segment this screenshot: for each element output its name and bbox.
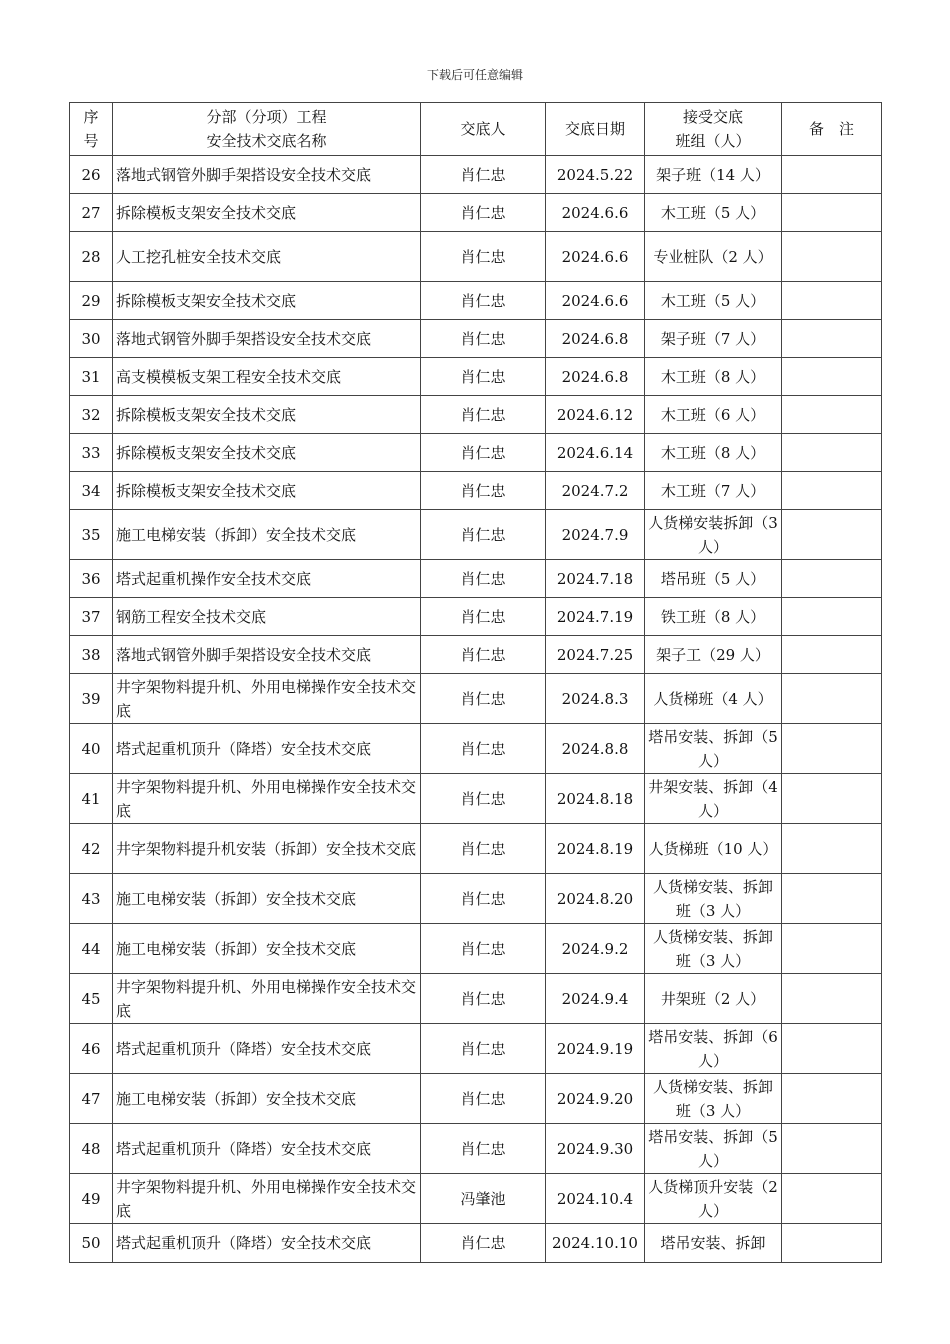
row-team: 人货梯安装、拆卸班（3 人） — [645, 1074, 782, 1124]
row-number: 35 — [70, 510, 113, 560]
row-team: 人货梯班（10 人） — [645, 824, 782, 874]
row-item-name: 高支模模板支架工程安全技术交底 — [113, 358, 421, 396]
row-number: 49 — [70, 1174, 113, 1224]
row-item-name: 井字架物料提升机、外用电梯操作安全技术交底 — [113, 974, 421, 1024]
row-briefer: 肖仁忠 — [421, 874, 546, 924]
row-number: 36 — [70, 560, 113, 598]
row-number: 48 — [70, 1124, 113, 1174]
row-number: 32 — [70, 396, 113, 434]
row-note — [782, 1074, 882, 1124]
row-number: 33 — [70, 434, 113, 472]
row-team: 铁工班（8 人） — [645, 598, 782, 636]
table-row — [70, 232, 882, 282]
row-date: 2024.6.12 — [546, 396, 645, 434]
row-briefer: 肖仁忠 — [421, 434, 546, 472]
row-note — [782, 434, 882, 472]
row-number: 30 — [70, 320, 113, 358]
table-row — [70, 774, 882, 824]
page-header-note: 下载后可任意编辑 — [426, 68, 523, 82]
row-team: 木工班（7 人） — [645, 472, 782, 510]
row-item-name: 拆除模板支架安全技术交底 — [113, 282, 421, 320]
row-briefer: 肖仁忠 — [421, 282, 546, 320]
header-name-line1: 分部（分项）工程 — [206, 108, 327, 126]
table-row — [70, 434, 882, 472]
row-note — [782, 194, 882, 232]
table-row — [70, 156, 882, 194]
row-note — [782, 874, 882, 924]
row-number: 42 — [70, 824, 113, 874]
row-briefer: 肖仁忠 — [421, 232, 546, 282]
row-item-name: 塔式起重机操作安全技术交底 — [113, 560, 421, 598]
row-date: 2024.9.19 — [546, 1024, 645, 1074]
row-note — [782, 1024, 882, 1074]
row-date: 2024.6.6 — [546, 194, 645, 232]
header-by: 交底人 — [421, 103, 546, 156]
table-row — [70, 1224, 882, 1263]
row-item-name: 施工电梯安装（拆卸）安全技术交底 — [113, 510, 421, 560]
row-number: 40 — [70, 724, 113, 774]
row-item-name: 施工电梯安装（拆卸）安全技术交底 — [113, 1074, 421, 1124]
row-item-name: 井字架物料提升机、外用电梯操作安全技术交底 — [113, 674, 421, 724]
row-date: 2024.6.8 — [546, 358, 645, 396]
table-row — [70, 724, 882, 774]
row-item-name: 施工电梯安装（拆卸）安全技术交底 — [113, 924, 421, 974]
row-item-name: 拆除模板支架安全技术交底 — [113, 472, 421, 510]
row-number: 43 — [70, 874, 113, 924]
row-item-name: 塔式起重机顶升（降塔）安全技术交底 — [113, 724, 421, 774]
row-note — [782, 282, 882, 320]
row-number: 38 — [70, 636, 113, 674]
table-row — [70, 924, 882, 974]
header-name-line2: 安全技术交底名称 — [206, 132, 327, 150]
row-number: 27 — [70, 194, 113, 232]
row-team: 木工班（5 人） — [645, 194, 782, 232]
row-team: 人货梯安装、拆卸班（3 人） — [645, 874, 782, 924]
row-number: 29 — [70, 282, 113, 320]
header-note: 备 注 — [782, 103, 882, 156]
row-note — [782, 156, 882, 194]
row-team: 专业桩队（2 人） — [645, 232, 782, 282]
row-note — [782, 674, 882, 724]
row-date: 2024.7.25 — [546, 636, 645, 674]
row-note — [782, 510, 882, 560]
row-number: 39 — [70, 674, 113, 724]
row-briefer: 肖仁忠 — [421, 824, 546, 874]
row-briefer: 肖仁忠 — [421, 320, 546, 358]
table-row — [70, 472, 882, 510]
table-row — [70, 194, 882, 232]
row-date: 2024.6.14 — [546, 434, 645, 472]
row-date: 2024.7.2 — [546, 472, 645, 510]
row-team: 木工班（8 人） — [645, 358, 782, 396]
row-date: 2024.8.3 — [546, 674, 645, 724]
table-row — [70, 824, 882, 874]
safety-briefing-table — [69, 102, 882, 1263]
row-date: 2024.10.10 — [546, 1224, 645, 1263]
row-note — [782, 358, 882, 396]
row-number: 34 — [70, 472, 113, 510]
table-row — [70, 320, 882, 358]
row-note — [782, 924, 882, 974]
table-row — [70, 598, 882, 636]
table-header-row — [70, 103, 882, 156]
row-item-name: 塔式起重机顶升（降塔）安全技术交底 — [113, 1124, 421, 1174]
row-briefer: 肖仁忠 — [421, 674, 546, 724]
table-row — [70, 874, 882, 924]
row-briefer: 肖仁忠 — [421, 396, 546, 434]
row-date: 2024.9.30 — [546, 1124, 645, 1174]
row-number: 50 — [70, 1224, 113, 1263]
row-item-name: 落地式钢管外脚手架搭设安全技术交底 — [113, 156, 421, 194]
row-note — [782, 1124, 882, 1174]
header-date: 交底日期 — [546, 103, 645, 156]
row-number: 37 — [70, 598, 113, 636]
row-briefer: 肖仁忠 — [421, 510, 546, 560]
row-number: 47 — [70, 1074, 113, 1124]
row-item-name: 施工电梯安装（拆卸）安全技术交底 — [113, 874, 421, 924]
row-team: 塔吊班（5 人） — [645, 560, 782, 598]
row-date: 2024.8.19 — [546, 824, 645, 874]
table-row — [70, 358, 882, 396]
row-date: 2024.7.9 — [546, 510, 645, 560]
row-team: 塔吊安装、拆卸（5 人） — [645, 724, 782, 774]
row-team: 木工班（6 人） — [645, 396, 782, 434]
row-team: 塔吊安装、拆卸（6 人） — [645, 1024, 782, 1074]
row-briefer: 肖仁忠 — [421, 974, 546, 1024]
row-note — [782, 396, 882, 434]
row-note — [782, 724, 882, 774]
row-item-name: 井字架物料提升机安装（拆卸）安全技术交底 — [113, 824, 421, 874]
row-briefer: 肖仁忠 — [421, 1224, 546, 1263]
row-item-name: 落地式钢管外脚手架搭设安全技术交底 — [113, 320, 421, 358]
row-briefer: 冯肇池 — [421, 1174, 546, 1224]
row-date: 2024.6.6 — [546, 232, 645, 282]
row-briefer: 肖仁忠 — [421, 1074, 546, 1124]
row-number: 45 — [70, 974, 113, 1024]
row-number: 44 — [70, 924, 113, 974]
row-date: 2024.8.18 — [546, 774, 645, 824]
table-row — [70, 1174, 882, 1224]
row-team: 架子班（14 人） — [645, 156, 782, 194]
row-briefer: 肖仁忠 — [421, 598, 546, 636]
row-date: 2024.9.2 — [546, 924, 645, 974]
row-note — [782, 232, 882, 282]
table-row — [70, 1074, 882, 1124]
row-note — [782, 974, 882, 1024]
row-team: 人货梯班（4 人） — [645, 674, 782, 724]
table-row — [70, 396, 882, 434]
table-row — [70, 1024, 882, 1074]
row-date: 2024.6.8 — [546, 320, 645, 358]
row-item-name: 塔式起重机顶升（降塔）安全技术交底 — [113, 1024, 421, 1074]
row-team: 架子工（29 人） — [645, 636, 782, 674]
header-no — [70, 103, 113, 156]
row-item-name: 井字架物料提升机、外用电梯操作安全技术交底 — [113, 1174, 421, 1224]
row-date: 2024.7.19 — [546, 598, 645, 636]
row-note — [782, 1224, 882, 1263]
row-team: 井架安装、拆卸（4 人） — [645, 774, 782, 824]
row-note — [782, 598, 882, 636]
row-team: 井架班（2 人） — [645, 974, 782, 1024]
row-briefer: 肖仁忠 — [421, 194, 546, 232]
row-date: 2024.5.22 — [546, 156, 645, 194]
row-item-name: 拆除模板支架安全技术交底 — [113, 396, 421, 434]
row-note — [782, 320, 882, 358]
row-number: 26 — [70, 156, 113, 194]
row-note — [782, 636, 882, 674]
row-team: 塔吊安装、拆卸 — [645, 1224, 782, 1263]
row-note — [782, 774, 882, 824]
row-team: 人货梯顶升安装（2 人） — [645, 1174, 782, 1224]
row-briefer: 肖仁忠 — [421, 924, 546, 974]
row-number: 46 — [70, 1024, 113, 1074]
row-team: 木工班（5 人） — [645, 282, 782, 320]
header-team — [645, 103, 782, 156]
row-note — [782, 472, 882, 510]
row-briefer: 肖仁忠 — [421, 358, 546, 396]
row-briefer: 肖仁忠 — [421, 636, 546, 674]
table-row — [70, 636, 882, 674]
row-item-name: 落地式钢管外脚手架搭设安全技术交底 — [113, 636, 421, 674]
row-date: 2024.6.6 — [546, 282, 645, 320]
table-row — [70, 1124, 882, 1174]
table-row — [70, 974, 882, 1024]
row-date: 2024.9.20 — [546, 1074, 645, 1124]
row-item-name: 拆除模板支架安全技术交底 — [113, 434, 421, 472]
row-date: 2024.8.8 — [546, 724, 645, 774]
row-briefer: 肖仁忠 — [421, 1124, 546, 1174]
row-date: 2024.7.18 — [546, 560, 645, 598]
table-row — [70, 674, 882, 724]
table-body — [70, 156, 882, 1263]
row-team: 人货梯安装、拆卸班（3 人） — [645, 924, 782, 974]
header-no-label: 序号 — [83, 108, 99, 150]
header-name — [113, 103, 421, 156]
row-note — [782, 824, 882, 874]
row-briefer: 肖仁忠 — [421, 560, 546, 598]
row-item-name: 拆除模板支架安全技术交底 — [113, 194, 421, 232]
row-item-name: 钢筋工程安全技术交底 — [113, 598, 421, 636]
row-briefer: 肖仁忠 — [421, 472, 546, 510]
table-row — [70, 282, 882, 320]
table-row — [70, 510, 882, 560]
row-team: 塔吊安装、拆卸（5 人） — [645, 1124, 782, 1174]
row-item-name: 人工挖孔桩安全技术交底 — [113, 232, 421, 282]
row-note — [782, 560, 882, 598]
row-number: 41 — [70, 774, 113, 824]
header-team-line1: 接受交底 — [682, 108, 743, 126]
row-date: 2024.8.20 — [546, 874, 645, 924]
table-row — [70, 560, 882, 598]
header-team-line2: 班组（人） — [675, 132, 751, 150]
row-item-name: 井字架物料提升机、外用电梯操作安全技术交底 — [113, 774, 421, 824]
row-number: 31 — [70, 358, 113, 396]
row-team: 木工班（8 人） — [645, 434, 782, 472]
row-note — [782, 1174, 882, 1224]
row-number: 28 — [70, 232, 113, 282]
row-date: 2024.9.4 — [546, 974, 645, 1024]
row-briefer: 肖仁忠 — [421, 724, 546, 774]
row-date: 2024.10.4 — [546, 1174, 645, 1224]
row-team: 人货梯安装拆卸（3 人） — [645, 510, 782, 560]
row-item-name: 塔式起重机顶升（降塔）安全技术交底 — [113, 1224, 421, 1263]
row-team: 架子班（7 人） — [645, 320, 782, 358]
row-briefer: 肖仁忠 — [421, 156, 546, 194]
row-briefer: 肖仁忠 — [421, 1024, 546, 1074]
row-briefer: 肖仁忠 — [421, 774, 546, 824]
